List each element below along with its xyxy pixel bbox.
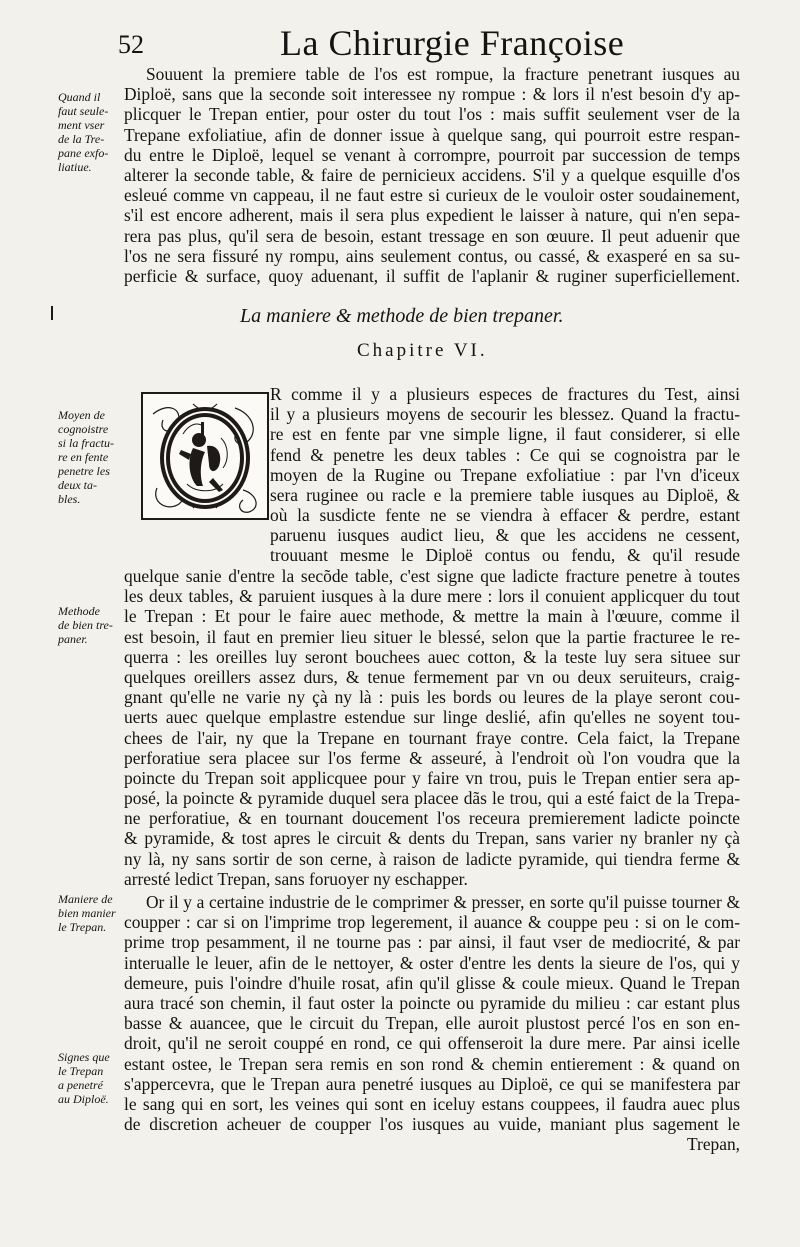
section-heading: La maniere & methode de bien trepaner. [240, 305, 564, 327]
paragraph-initial-continued [270, 505, 740, 566]
margin-note-line: a penetré [58, 1078, 103, 1092]
text-line: trouuant mesme le Diploë contus ou fendu, & qu'il resude [270, 545, 740, 566]
text-line: demeure, puis l'oindre d'huile rosat, afin qu'il glisse & coule mieux. Quand le Trepan [124, 972, 740, 993]
margin-note-line: bles. [58, 492, 81, 506]
text-line: perficie & surface, quoy aduenant, il suffit de l'aplanir & ruginer superficiellement. [124, 265, 740, 286]
text-line: coupper : car si on l'imprime trop legerement, il auance & couppe peu : si on le com- [124, 912, 740, 933]
text-line: poincte du Trepan soit applicquee pour y faire vn trou, puis le Trepan entier sera ap- [124, 767, 740, 788]
margin-bracket-mark [51, 306, 53, 320]
text-line: fend & penetre les deux tables : Ce qui se cognoistra par le [270, 444, 740, 465]
text-line: querra : les oreilles luy seront bouchees auec cotton, & la teste luy sera situee sur [124, 646, 740, 667]
margin-note-line: ment vser [58, 118, 105, 132]
margin-note-line: le Trepan [58, 1064, 104, 1078]
text-line: quelque sanie d'entre la secõde table, c'est signe que ladicte fracture penetre à toutes [124, 566, 740, 586]
margin-note-line: re en fente [58, 450, 109, 464]
chapter-heading: Chapitre VI. [357, 340, 488, 361]
text-line: s'il est encore adherent, mais il sera plus expedient le laisser à nature, qui n'en sepa- [124, 205, 740, 226]
text-line: de discretion acheuer de coupper l'os iusques au vuide, maniant plus sagement le [124, 1114, 740, 1135]
margin-note-method [58, 604, 120, 646]
text-line: les deux tables, & paruient iusques à la dure mere : lors il conuient applicquer du tout [124, 586, 740, 607]
margin-note-line: de bien tre- [58, 618, 113, 632]
text-line: posé, la poincte & pyramide duquel sera placee dãs le trou, qui a esté faict de la Trepa- [124, 788, 740, 809]
paragraph-last [124, 892, 740, 1154]
text-line: R comme il y a plusieurs especes de fractures du Test, ainsi [270, 384, 740, 404]
paragraph-initial [270, 384, 740, 505]
text-line: re est en fente par vne simple ligne, il faut considerer, si elle [270, 424, 740, 445]
margin-note-handling [58, 892, 120, 934]
margin-note-line: cognoistre [58, 422, 109, 436]
margin-note-exfoliative [58, 90, 120, 174]
margin-note-signs [58, 1050, 120, 1106]
margin-note-line: le Trepan. [58, 920, 107, 934]
page-number: 52 [118, 30, 144, 59]
text-line: interualle le leuer, afin de le nettoyer, & oster d'entre les dents la sieure de l'os, qui y [124, 952, 740, 973]
text-line: arresté ledict Trepan, sans foruoyer ny eschapper. [124, 868, 468, 889]
margin-note-line: de la Tre- [58, 132, 105, 146]
text-line: alterer la seconde table, & faire de pernicieux accidens. S'il y a quelque esquille d'os [124, 164, 740, 185]
paragraph-main [124, 566, 740, 889]
text-line: plicquer le Trepan entier, pour oster du tout l'os : mais suffit seulement vser de la [124, 104, 740, 125]
initial-letter-o-illustration [143, 394, 267, 518]
margin-note-line: liatiue. [58, 160, 92, 174]
text-line: le Trepan : Et pour le faire auec methode, & mettre la main à l'œuure, comme il [124, 606, 740, 627]
text-line: il y a plusieurs moyens de secourir les blessez. Quand la fractu- [270, 404, 740, 425]
text-line: s'appercevra, que le Trepan aura penetré iusques au Diploë, ce qui se manifestera par [124, 1073, 740, 1094]
text-line: esleué comme vn cappeau, il ne faut estre si curieux de le vouloir oster soudainement, [124, 185, 740, 206]
text-line: uerts auec quelque emplastre estendue sur linge deslié, afin qu'elles ne soyent tou- [124, 707, 740, 728]
margin-note-line: paner. [58, 632, 88, 646]
text-line: sera ruginee ou racle e la premiere table iusques au Diploë, & [270, 484, 740, 505]
margin-note-line: Signes que [58, 1050, 110, 1064]
paragraph-top [124, 64, 740, 286]
text-line: perforatiue sera placee sur l'os ferme & asseuré, à l'endroit où l'on voudra que la [124, 747, 740, 768]
text-line: basse & auancee, que le circuit du Trepan, elle auroit plustost percé l'os en son en- [124, 1013, 740, 1034]
margin-note-line: au Diploë. [58, 1092, 109, 1106]
running-title: La Chirurgie Françoise [280, 23, 625, 63]
text-line: Diploë, sans que la seconde soit interessee ny rompue : & lors il n'est besoin d'y ap- [124, 84, 740, 105]
text-line: estant ostee, le Trepan sera remis en son rond & chemin entierement : & quand on [124, 1053, 740, 1074]
text-line: où la susdicte fente ne se viendra à effacer & perdre, estant [270, 505, 740, 525]
text-line: gnant qu'elle ne varie ny çà ny là : puis les bords ou leures de la playe seront cou- [124, 687, 740, 708]
text-line: ne perforatiue, & en tournant doucement l'os receura premierement ladicte poincte [124, 808, 740, 829]
historiated-initial-icon [141, 392, 269, 520]
text-line: Souuent la premiere table de l'os est rompue, la fracture penetrant iusques au [146, 64, 740, 84]
text-line: Or il y a certaine industrie de le comprimer & presser, en sorte qu'il puisse tourner & [146, 892, 740, 912]
text-line: paruenu iusques audict lieu, & que les accidens ne cessent, [270, 525, 740, 546]
text-line: l'os ne sera fissuré ny rompu, ains seulement contus, ou cassé, & exasperé en sa su- [124, 245, 740, 266]
text-line: du entre le Diploë, lequel se venant à corrompre, pourroit par succession de temps [124, 144, 740, 165]
text-line: ny là, ny sans sortir de son cerne, à raison de ladicte pyramide, qui tiendra ferme & [124, 848, 740, 869]
text-line: & pyramide, & tost apres le circuit & dents du Trepan, sans varier ny branler ny çà [124, 828, 740, 849]
text-line: rera pas plus, qu'il sera de besoin, estant tressage en son œuure. Il peut aduenir que [124, 225, 740, 246]
text-line: chees de l'air, ny que la Trepane en tournant fraye contre. Cela faict, la Trepane [124, 727, 740, 748]
margin-note-line: penetre les [58, 464, 110, 478]
text-line: aura tracé son chemin, il faut oster la poincte ou pyramide du milieu : car estant plus [124, 992, 740, 1013]
text-line: le sang qui en sort, les veines qui sont en iceluy estans couppees, il faudra auec plus [124, 1093, 740, 1114]
text-line: moyen de la Rugine ou Trepane exfoliatiue : par l'vn d'iceux [270, 464, 740, 485]
text-line: prime trop pesamment, il ne tourne pas : par ainsi, il faut vser de mediocrité, & par [124, 932, 740, 953]
text-line: droit, qu'il ne seroit couppé en rond, ce qui offenseroit la dure mere. Par ainsi icelle [124, 1033, 740, 1054]
margin-note-line: si la fractu- [58, 436, 114, 450]
margin-note-line: Quand il [58, 90, 101, 104]
margin-note-recognize-fracture [58, 408, 120, 506]
margin-note-line: deux ta- [58, 478, 97, 492]
text-line: quelques oreillers assez durs, & tenue fermement par vn ou deux seruiteurs, craig- [124, 666, 740, 687]
text-line: Trepane exfoliatiue, afin de donner issue à quelque sang, qui pourroit estre respan- [124, 124, 740, 145]
margin-note-line: Methode [58, 604, 100, 618]
margin-note-line: pane exfo- [58, 146, 109, 160]
text-line: est besoin, il faut en premier lieu situer le blessé, selon que la partie fracturee le re- [124, 626, 740, 647]
margin-note-line: Moyen de [58, 408, 105, 422]
catchword: Trepan, [687, 1134, 740, 1155]
margin-note-line: Maniere de [58, 892, 113, 906]
margin-note-line: faut seule- [58, 104, 109, 118]
margin-note-line: bien manier [58, 906, 116, 920]
